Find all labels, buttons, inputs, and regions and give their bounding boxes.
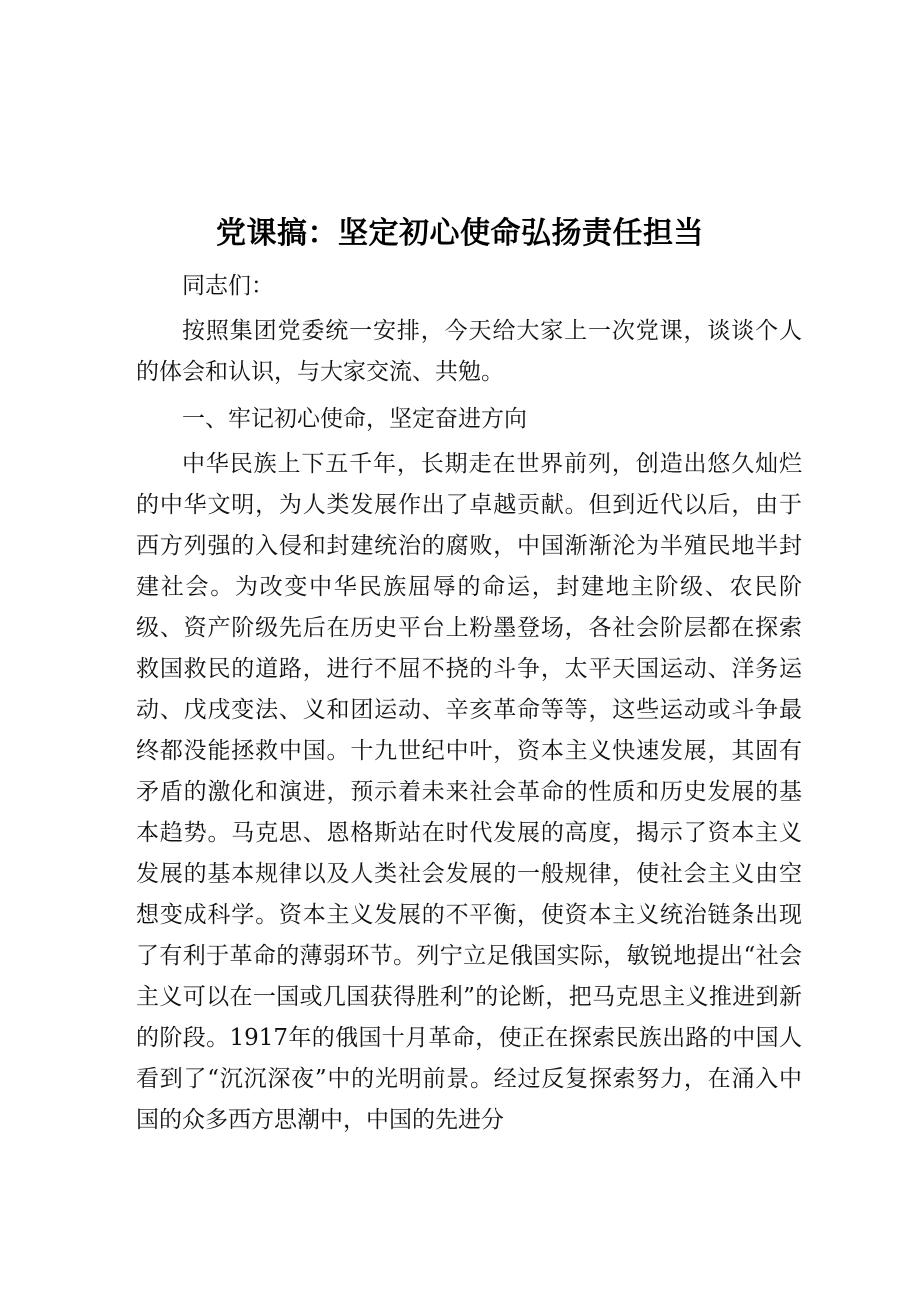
- document-body: [136, 266, 802, 1147]
- intro-paragraph: 按照集团党委统一安排，今天给大家上一次党课，谈谈个人的体会和认识，与大家交流、共勉。: [136, 318, 802, 385]
- body-paragraph: 中华民族上下五千年，长期走在世界前列，创造出悠久灿烂的中华文明，为人类发展作出了卓越贡献。但到近代以后，由于西方列强的入侵和封建统治的腐败，中国渐渐沦为半殖民地半封建社会。为改变中华民族屈辱的命运，封建地主阶级、农民阶级、资产阶级先后在历史平台上粉墨登场，各社会阶层都在探索救国救民的道路，进行不屈不挠的斗争，太平天国运动、洋务运动、戊戌变法、义和团运动、辛亥革命等等，这些运动或斗争最终都没能拯救中国。十九世纪中叶，资本主义快速发展，其固有矛盾的激化和演进，预示着未来社会革命的性质和历史发展的基本趋势。马克思、恩格斯站在时代发展的高度，揭示了资本主义发展的基本规律以及人类社会发展的一般规律，使社会主义由空想变成科学。资本主义发展的不平衡，使资本主义统治链条出现了有利于革命的薄弱环节。列宁立足俄国实际，敏锐地提出“社会主义可以在一国或几国获得胜利”的论断，把马克思主义推进到新的阶段。1917年的俄国十月革命，使正在探索民族出路的中国人看到了“沉沉深夜”中的光明前景。经过反复探索努力，在涌入中国的众多西方思潮中，中国的先进分: [136, 451, 802, 1133]
- salutation: 同志们：: [182, 273, 274, 299]
- section-heading: 一、牢记初心使命，坚定奋进方向: [182, 406, 527, 432]
- document-title: 党课搞：坚定初心使命弘扬责任担当: [216, 216, 704, 251]
